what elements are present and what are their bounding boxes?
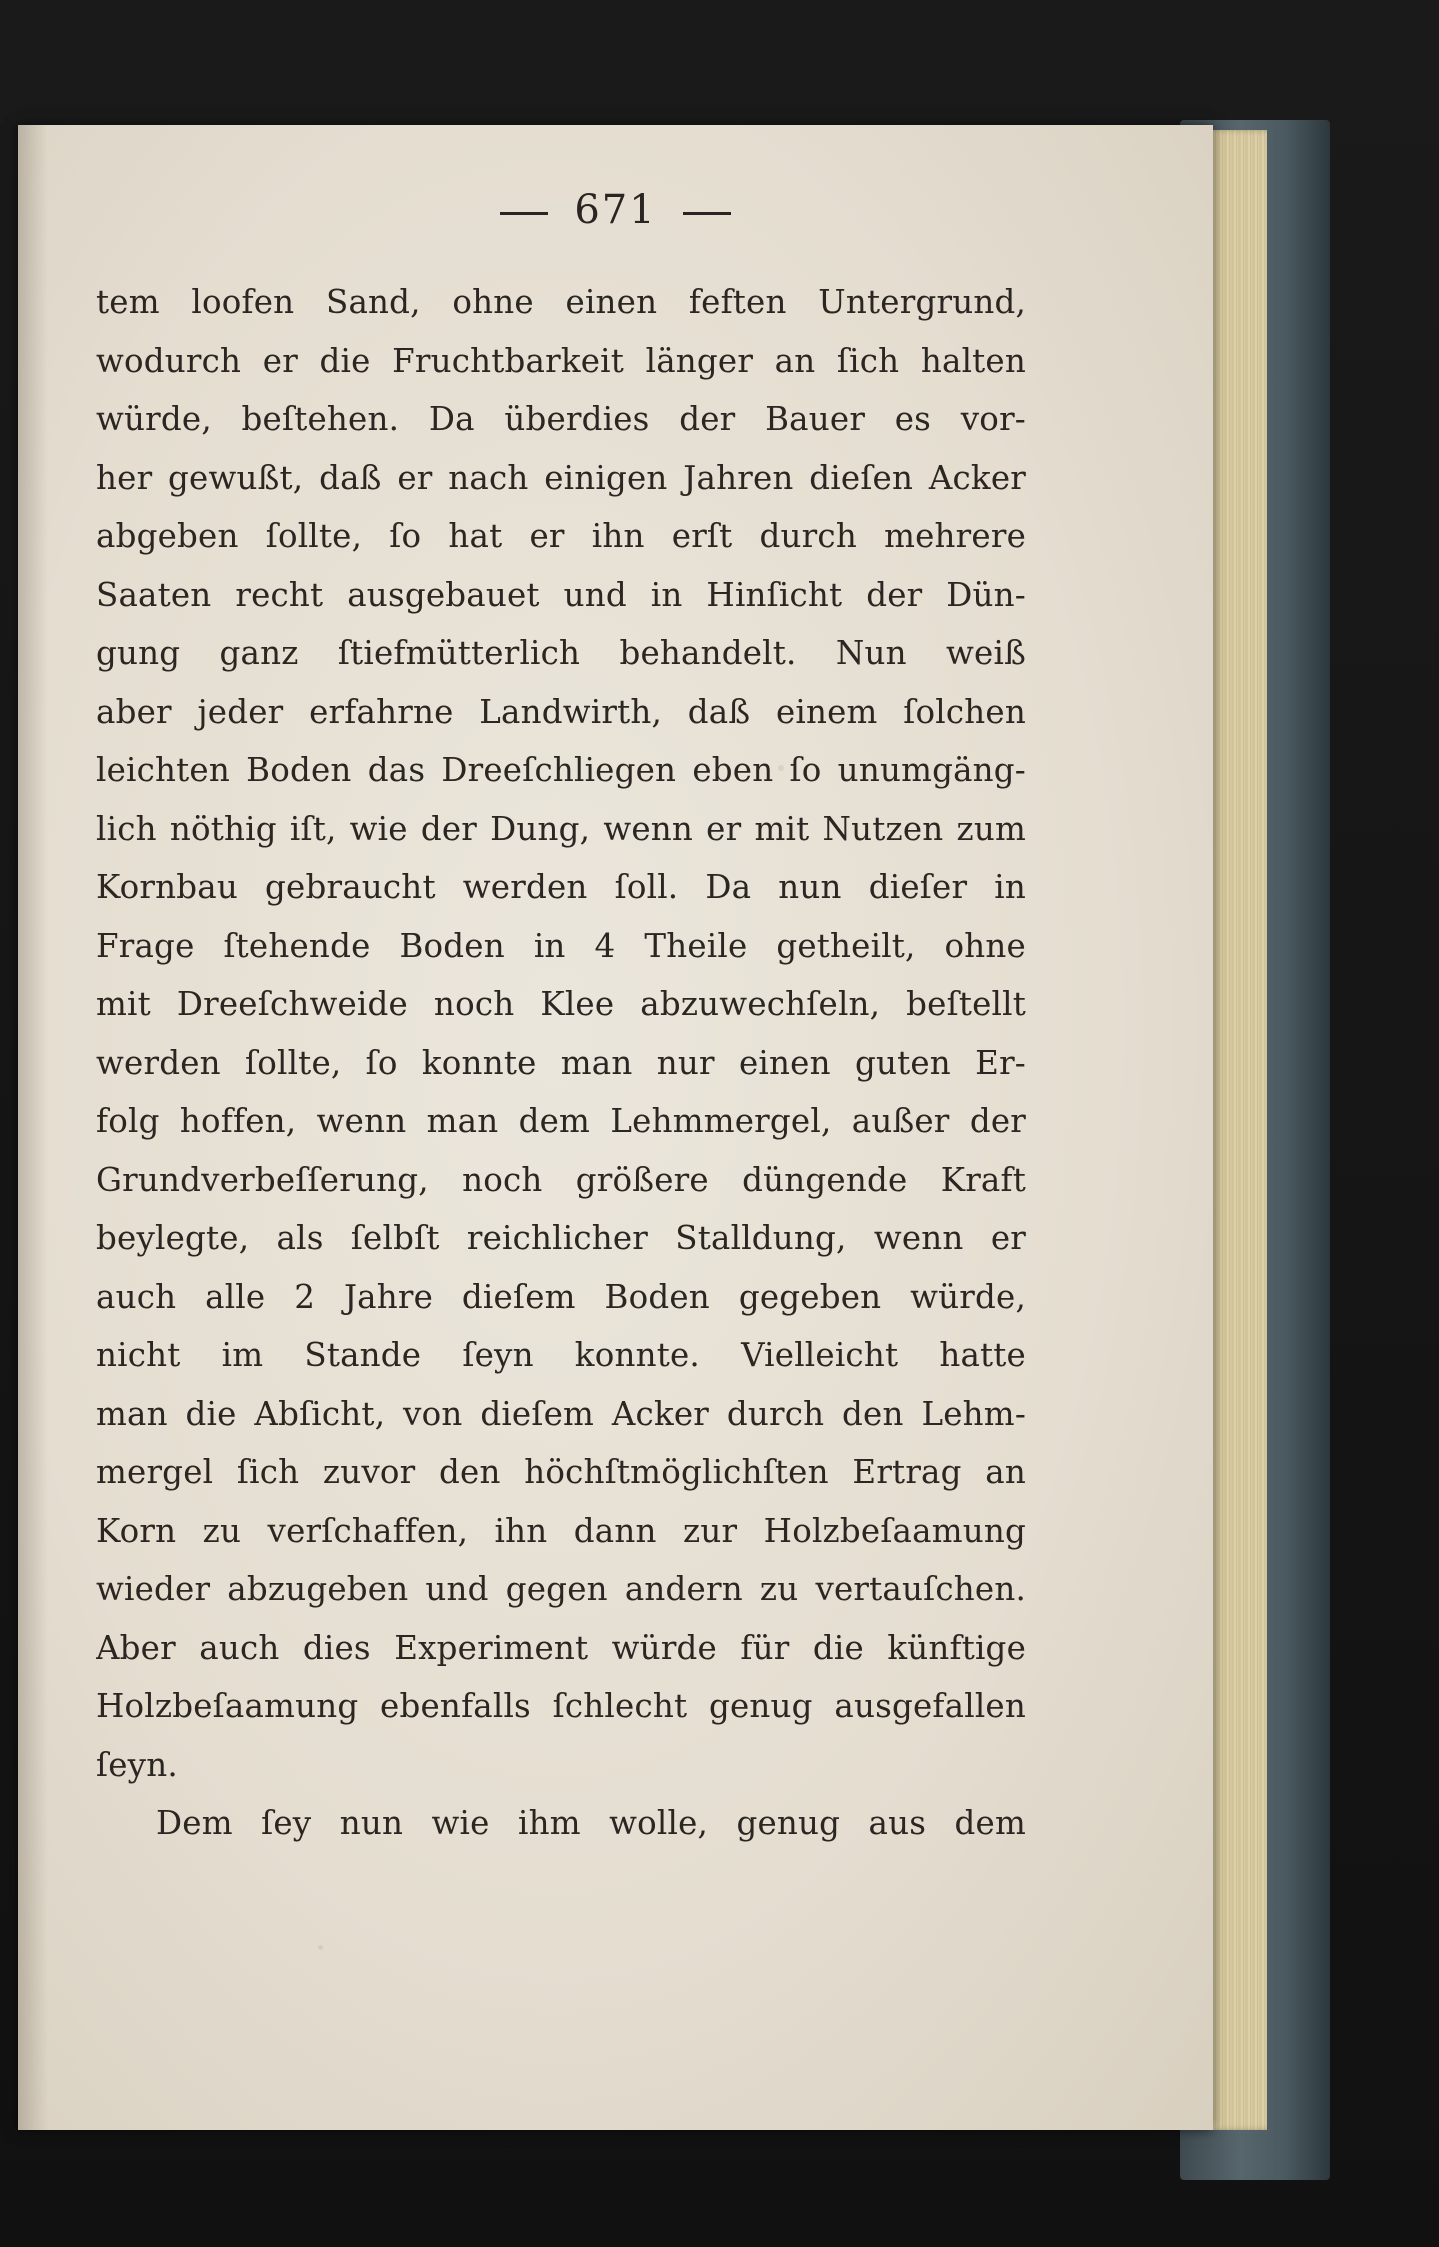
text-line: Grundverbeſſerung, noch größere düngende Kraft [96, 1160, 1026, 1199]
page-number: 671 [574, 187, 657, 233]
text-line: Aber auch dies Experiment würde für die künftige [96, 1628, 1026, 1667]
page-header [18, 187, 1213, 233]
text-line: gung ganz ſtiefmütterlich behandelt. Nun weiß [96, 634, 1026, 672]
text-line: mergel ſich zuvor den höchſtmöglichſten Ertrag an [96, 1453, 1026, 1491]
header-dash-left [500, 212, 548, 215]
text-line: beylegte, als ſelbſt reichlicher Stalldung, wenn er [96, 1219, 1026, 1257]
text-line: wodurch er die Fruchtbarkeit länger an ſich halten [96, 341, 1026, 380]
text-line: her gewußt, daß er nach einigen Jahren dieſen Acker [96, 458, 1026, 497]
text-line: auch alle 2 Jahre dieſem Boden gegeben würde, [96, 1277, 1026, 1316]
text-line: Frage ſtehende Boden in 4 Theile getheilt, ohne [96, 926, 1026, 965]
text-line: Holzbeſaamung ebenfalls ſchlecht genug ausgefallen [96, 1687, 1026, 1725]
paper-speck [318, 1945, 323, 1950]
text-line-paragraph-end: ſeyn. [96, 1745, 178, 1784]
text-line: wieder abzugeben und gegen andern zu vertauſchen. [96, 1570, 1026, 1608]
text-line: mit Dreeſchweide noch Klee abzuwechſeln, beſtellt [96, 985, 1026, 1023]
text-line: folg hoffen, wenn man dem Lehmmergel, außer der [96, 1102, 1026, 1140]
text-line-paragraph-start: Dem ſey nun wie ihm wolle, genug aus dem [156, 1804, 1026, 1842]
text-line: Kornbau gebraucht werden ſoll. Da nun dieſer in [96, 868, 1026, 906]
text-line: Korn zu verſchaffen, ihn dann zur Holzbeſaamung [96, 1511, 1026, 1550]
header-dash-right [683, 212, 731, 215]
text-line: man die Abſicht, von dieſem Acker durch den Lehm- [96, 1394, 1026, 1433]
text-line: leichten Boden das Dreeſchliegen eben ſo unumgäng- [96, 751, 1026, 789]
text-line: tem loofen Sand, ohne einen feften Untergrund, [96, 283, 1026, 321]
text-line: aber jeder erfahrne Landwirth, daß einem ſolchen [96, 692, 1026, 731]
text-line: werden ſollte, ſo konnte man nur einen guten Er- [96, 1043, 1026, 1082]
text-line: nicht im Stande ſeyn konnte. Vielleicht hatte [96, 1336, 1026, 1374]
body-text [96, 273, 1026, 1853]
book-page [18, 125, 1213, 2130]
text-line: abgeben ſollte, ſo hat er ihn erſt durch mehrere [96, 517, 1026, 555]
text-line: lich nöthig iſt, wie der Dung, wenn er mit Nutzen zum [96, 809, 1026, 848]
text-line: würde, beſtehen. Da überdies der Bauer es vor- [96, 400, 1026, 438]
text-line: Saaten recht ausgebauet und in Hinſicht der Dün- [96, 575, 1026, 614]
